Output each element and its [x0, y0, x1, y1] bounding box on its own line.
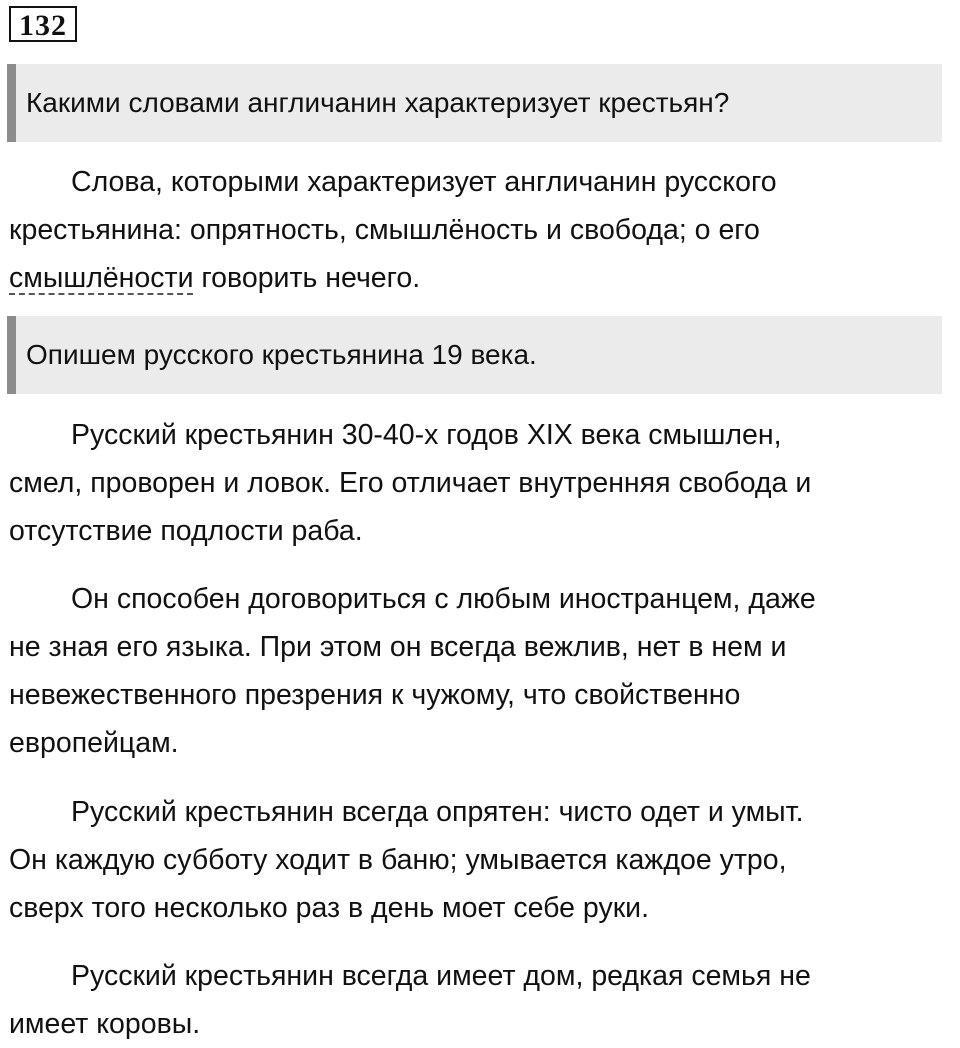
paragraph-line-rest: говорить нечего.: [193, 262, 421, 294]
paragraph-line: смел, проворен и ловок. Его отличает внутренняя свобода и: [9, 467, 812, 499]
paragraph-line: имеет коровы.: [9, 1008, 201, 1040]
paragraph-line: [9, 254, 954, 302]
answer-paragraph-2: [9, 411, 954, 555]
answer-paragraph-1: [9, 158, 954, 302]
question-text: Какими словами англичанин характеризует крестьян?: [26, 87, 730, 118]
paragraph-line: не зная его языка. При этом он всегда вежлив, нет в нем и: [9, 631, 787, 663]
paragraph-line: Русский крестьянин всегда опрятен: чисто одет и умыт.: [71, 796, 804, 828]
answer-paragraph-4: [9, 788, 954, 932]
paragraph-line: Он способен договориться с любым иностранцем, даже: [71, 583, 816, 615]
answer-paragraph-3: [9, 575, 954, 767]
answer-paragraph-5: [9, 952, 954, 1048]
question-text: Опишем русского крестьянина 19 века.: [26, 339, 537, 370]
paragraph-line: сверх того несколько раз в день моет себе руки.: [9, 892, 649, 924]
paragraph-line: крестьянина: опрятность, смышлёность и свобода; о его: [9, 214, 760, 246]
paragraph-line: европейцам.: [9, 727, 179, 759]
paragraph-line: невежественного презрения к чужому, что свойственно: [9, 679, 741, 711]
paragraph-line: Русский крестьянин всегда имеет дом, редкая семья не: [71, 960, 811, 992]
task-number-badge: 132: [9, 6, 77, 42]
spellcheck-marked-word: смышлёности: [9, 262, 194, 294]
paragraph-line: Слова, которыми характеризует англичанин русского: [71, 166, 777, 198]
question-block-1: [7, 64, 942, 142]
paragraph-line: Русский крестьянин 30-40-х годов XIX века смышлен,: [71, 419, 782, 451]
question-block-2: [7, 316, 942, 394]
paragraph-line: Он каждую субботу ходит в баню; умывается каждое утро,: [9, 844, 787, 876]
paragraph-line: отсутствие подлости раба.: [9, 515, 363, 547]
